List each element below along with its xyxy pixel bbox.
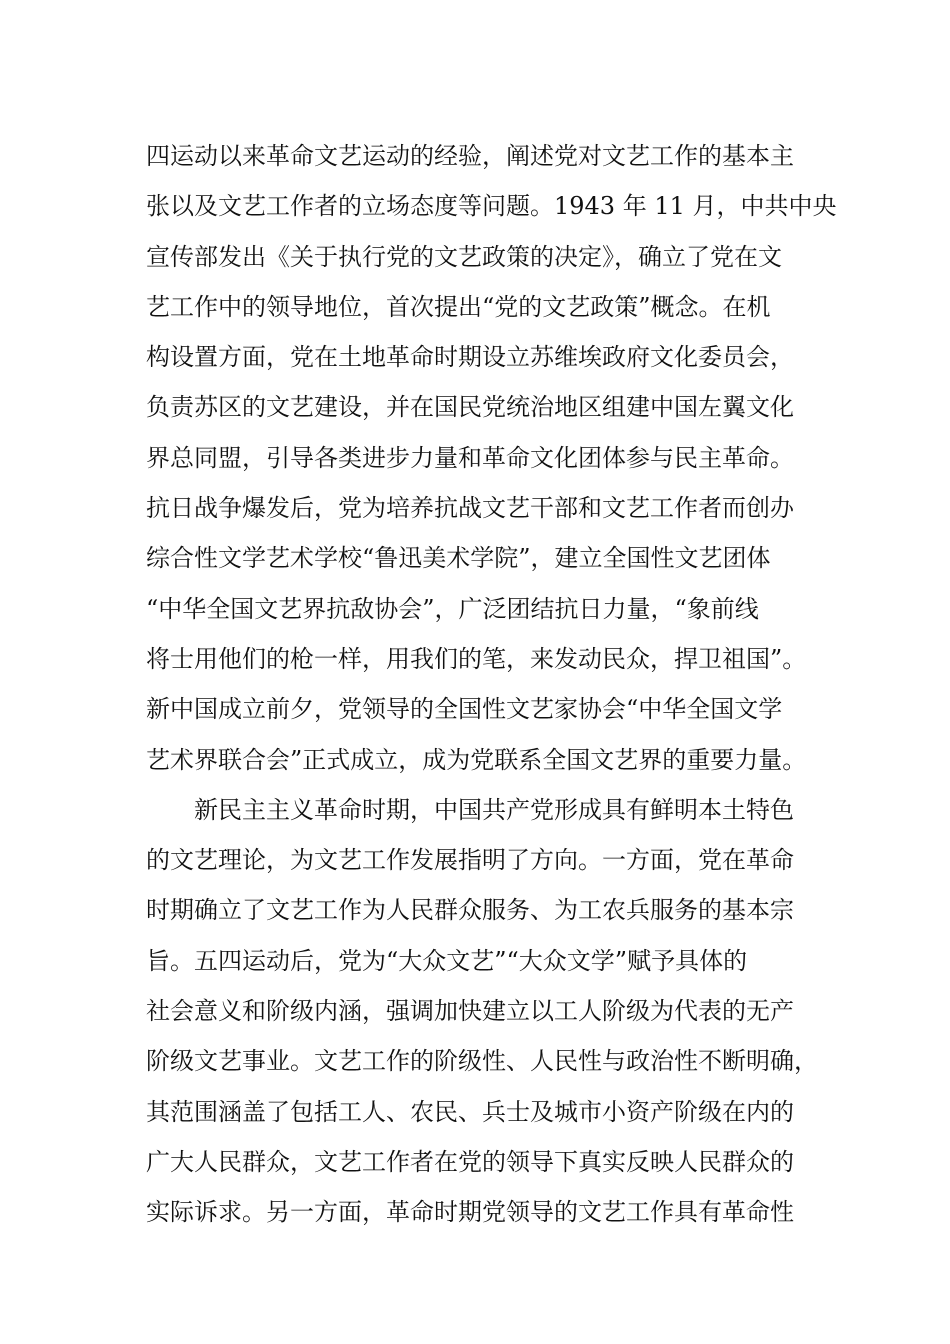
text-line: 综合性文学艺术学校“鲁迅美术学院”，建立全国性文艺团体	[146, 544, 771, 573]
text-line: 其范围涵盖了包括工人、农民、兵士及城市小资产阶级在内的	[146, 1097, 794, 1126]
body-text	[146, 131, 837, 1238]
text-line: 四运动以来革命文艺运动的经验，阐述党对文艺工作的基本主	[146, 142, 794, 170]
text-line: 新中国成立前夕，党领导的全国性文艺家协会“中华全国文学	[146, 695, 783, 724]
text-line: 的文艺理论，为文艺工作发展指明了方向。一方面，党在革命	[146, 846, 794, 875]
text-line: 负责苏区的文艺建设，并在国民党统治地区组建中国左翼文化	[146, 393, 794, 422]
text-line: 艺术界联合会”正式成立，成为党联系全国文艺界的重要力量。	[146, 745, 807, 774]
text-line: 构设置方面，党在土地革命时期设立苏维埃政府文化委员会，	[146, 343, 794, 372]
text-line: 艺工作中的领导地位，首次提出“党的文艺政策”概念。在机	[146, 292, 771, 321]
text-line: 张以及文艺工作者的立场态度等问题。1943 年 11 月，中共中央	[146, 192, 837, 221]
text-line: 新民主主义革命时期，中国共产党形成具有鲜明本土特色	[146, 795, 794, 824]
text-line: “中华全国文艺界抗敌协会”，广泛团结抗日力量，“象前线	[146, 594, 759, 623]
text-line: 实际诉求。另一方面，革命时期党领导的文艺工作具有革命性	[146, 1198, 794, 1227]
text-line: 将士用他们的枪一样，用我们的笔，来发动民众，捍卫祖国”。	[146, 644, 807, 673]
text-line: 抗日战争爆发后，党为培养抗战文艺干部和文艺工作者而创办	[146, 494, 794, 523]
text-line: 旨。五四运动后，党为“大众文艺”“大众文学”赋予具体的	[146, 946, 748, 975]
text-line: 阶级文艺事业。文艺工作的阶级性、人民性与政治性不断明确，	[146, 1047, 818, 1076]
text-line: 社会意义和阶级内涵，强调加快建立以工人阶级为代表的无产	[146, 997, 794, 1026]
text-line: 宣传部发出《关于执行党的文艺政策的决定》，确立了党在文	[146, 242, 782, 271]
text-line: 广大人民群众，文艺工作者在党的领导下真实反映人民群众的	[146, 1147, 794, 1176]
text-line: 时期确立了文艺工作为人民群众服务、为工农兵服务的基本宗	[146, 896, 794, 925]
text-line: 界总同盟，引导各类进步力量和革命文化团体参与民主革命。	[146, 443, 794, 472]
